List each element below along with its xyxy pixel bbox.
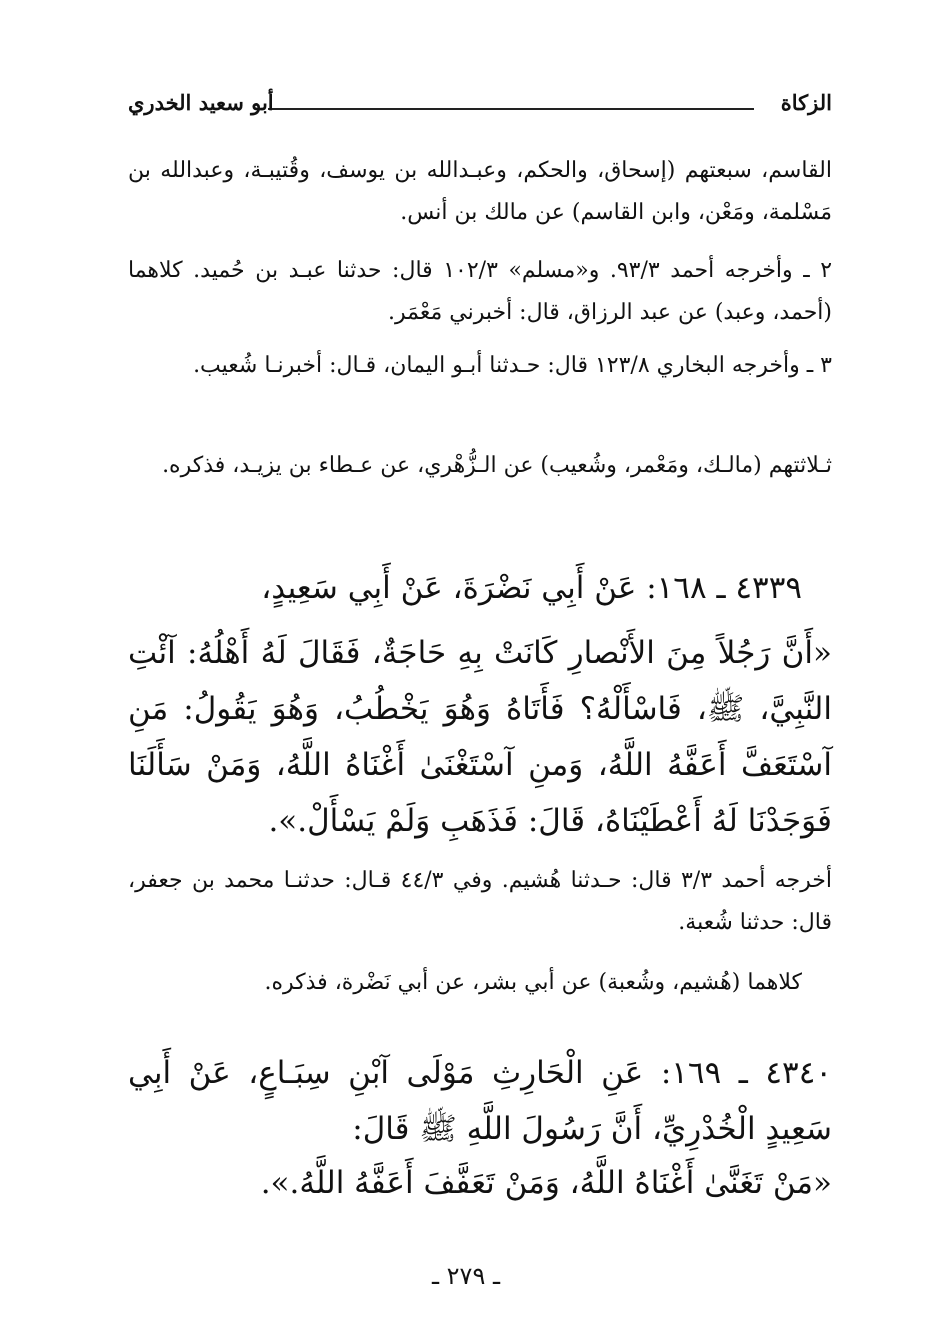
hadith-4340-text: «مَنْ تَغَنَّىٰ أَغْنَاهُ اللَّهُ، وَمَنْ تَعَفَّفَ أَعَفَّهُ اللَّهُ.».	[260, 1165, 832, 1201]
running-header	[128, 90, 832, 120]
hadith-4339-heading: ٤٣٣٩ ـ ١٦٨: عَنْ أَبِي نَضْرَةَ، عَنْ أَبِي سَعِيدٍ،	[261, 570, 802, 606]
note-paragraph-6: كلاهما (هُشيم، وشُعبة) عن أبي بشر، عن أبي نَضْرة، فذكره.	[264, 970, 802, 995]
header-chapter-title: الزكاة	[780, 90, 832, 115]
note-paragraph-5: أخرجه أحمد ٣/٣ قال: حـدثنا هُشيم. وفي ٤٤/٣ قـال: حدثنـا محمد بن جعفر، قال: حدثنا شُعبة.	[128, 868, 832, 935]
note-paragraph-2: ٢ ـ وأخرجه أحمد ٩٣/٣. و«مسلم» ١٠٢/٣ قال: حدثنا عبـد بن حُميد. كلاهما (أحمد، وعبد) عن عبد الرزاق، قال: أخبرني مَعْمَر.	[128, 258, 833, 325]
header-rule	[268, 108, 754, 110]
hadith-4340-heading: ٤٣٤٠ ـ ١٦٩: عَنِ الْحَارِثِ مَوْلَى آبْنِ سِبَـاعٍ، عَنْ أَبِي سَعِيدٍ الْخُدْرِيِّ، أَنَّ رَسُولَ اللَّهِ ﷺ قَالَ:	[128, 1055, 832, 1147]
header-narrator-title: أبو سعيد الخدري	[128, 90, 274, 115]
note-paragraph-3: ٣ ـ وأخرجه البخاري ١٢٣/٨ قال: حـدثنا أبـو اليمان، قـال: أخبرنـا شُعيب.	[193, 353, 832, 378]
page-number: ـ ٢٧٩ ـ	[431, 1262, 500, 1290]
note-paragraph-4: ثـلاثتهم (مالـك، ومَعْمر، وشُعيب) عن الـزُّهْري، عن عـطاء بن يزيـد، فذكره.	[162, 453, 832, 478]
note-paragraph-1: القاسم، سبعتهم (إسحاق، والحكم، وعبـدالله بن يوسف، وقُتيبـة، وعبدالله بن مَسْلمة، ومَعْن، وابن القاسم) عن مالك بن أنس.	[128, 158, 832, 225]
hadith-4339-text: «أَنَّ رَجُلاً مِنَ الأَنْصارِ كَانَتْ بِهِ حَاجَةٌ، فَقَالَ لَهُ أَهْلُهُ: آئْتِ النَّبِيَّ، ﷺ، فَاسْأَلْهُ؟ فَأَتَاهُ وَهُوَ يَخْطُبُ، وَهُوَ يَقُولُ: مَنِ آسْتَعَفَّ أَعَفَّهُ اللَّهُ، وَمنِ آسْتَغْنَىٰ أَغْنَاهُ اللَّهُ، وَمَنْ سَأَلَنَا فَوَجَدْنَا لَهُ أَعْطَيْنَاهُ، قَالَ: فَذَهَبِ وَلَمْ يَسْأَلْ.».	[128, 635, 832, 839]
